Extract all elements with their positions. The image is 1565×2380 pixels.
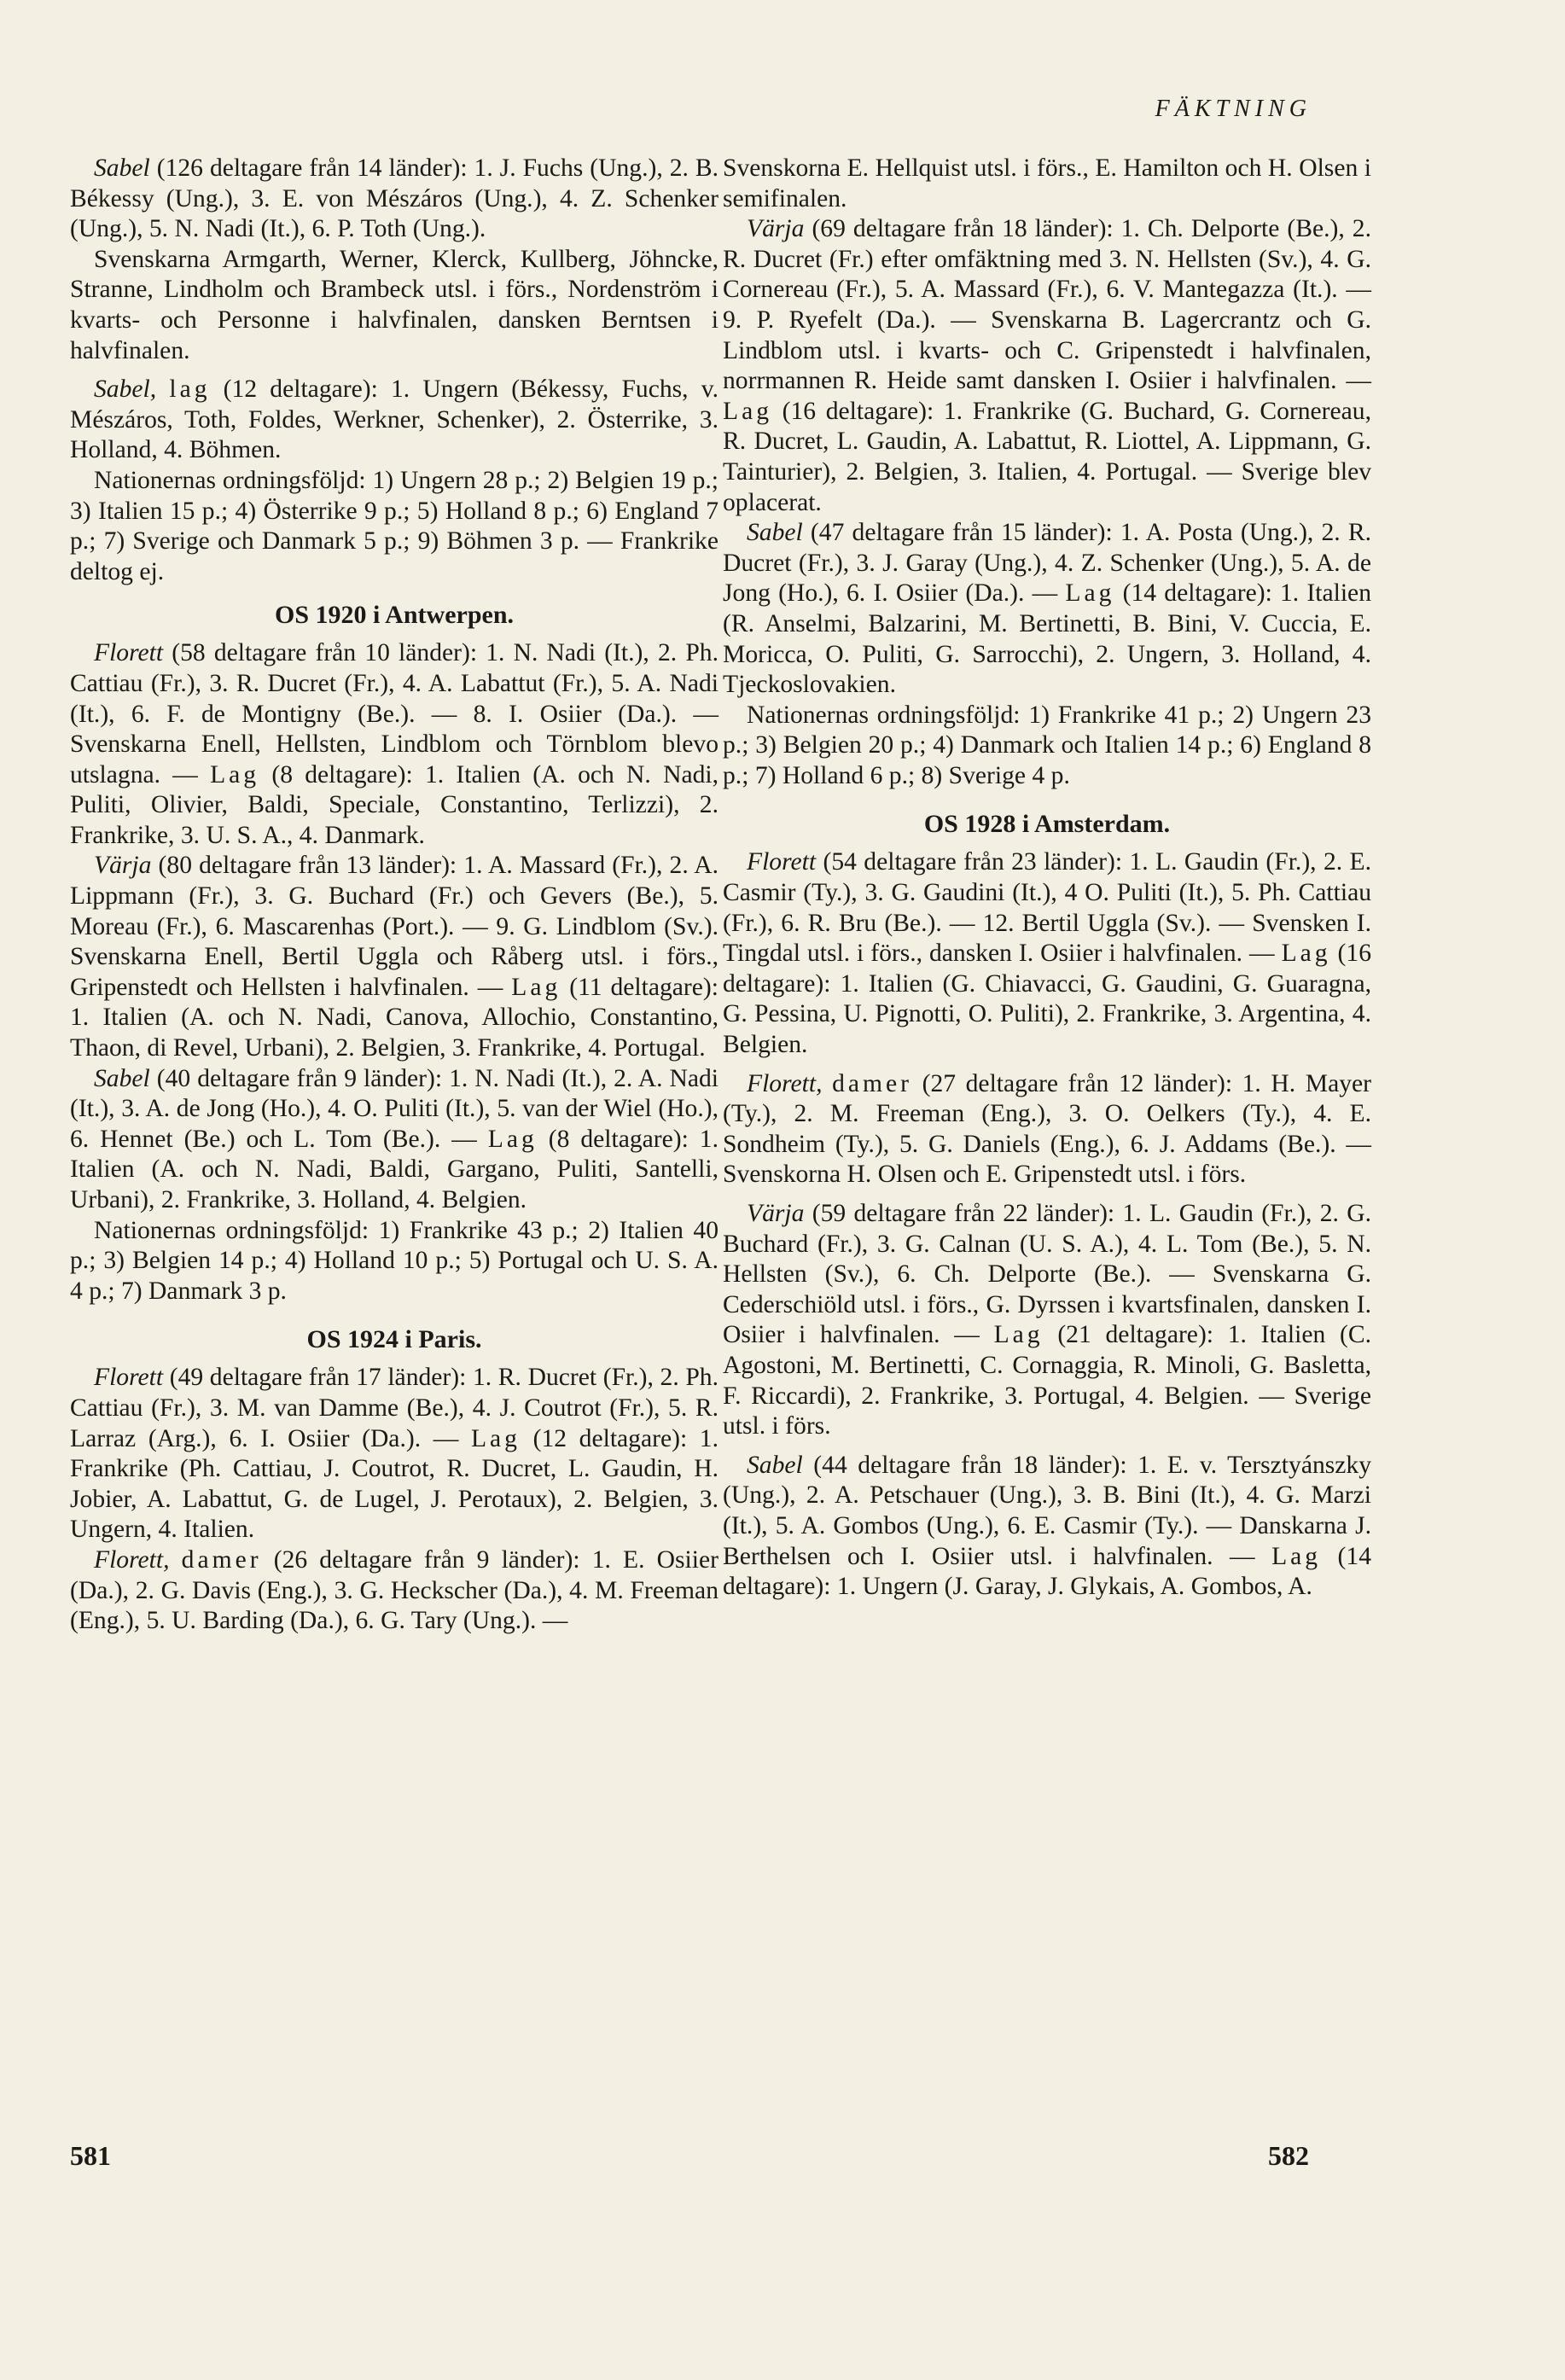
women-label: damer [832,1069,913,1097]
paragraph [70,638,719,851]
paragraph-text: (47 deltagare från 15 länder): 1. A. Posta (Ung.), 2. R. Ducret (Fr.), 3. J. Garay (Ung.), 4. Z. Schenker (Ung.), 5. A. de Jong (Ho.), 6. I. Osiier (Da.). — [723,519,1371,608]
running-head: FÄKTNING [1155,96,1312,122]
paragraph [70,851,719,1063]
page-number-right: 582 [1268,2140,1309,2171]
left-column [70,154,719,1637]
event-label: Sabel [94,154,150,182]
team-label: Lag [1065,579,1115,608]
team-label: lag [169,375,211,404]
paragraph-text: (27 deltagare från 12 länder): 1. H. Mayer (Ty.), 2. M. Freeman (Eng.), 3. O. Oelkers (Ty.), 4. E. Sondheim (Ty.), 5. G. Daniels (Eng.), 6. J. Addams (Be.). — Svenskorna H. Olsen och E. Gripenstedt utsl. i förs. [723,1069,1371,1189]
team-label: Lag [1271,1542,1322,1570]
team-label: Lag [210,760,260,788]
event-label: Florett, [94,1545,170,1574]
paragraph [723,214,1371,518]
event-label: Värja [747,215,805,243]
event-label: Florett [747,848,817,876]
paragraph [70,245,719,366]
right-column [723,154,1371,1603]
paragraph [723,518,1371,701]
paragraph-text: (16 deltagare): 1. Frankrike (G. Buchard, G. Cornereau, R. Ducret, L. Gaudin, A. Labattut, R. Liottel, A. Lippmann, G. Tainturier), 2. Belgien, 3. Italien, 4. Portugal. — Sverige blev oplacerat. [723,397,1371,516]
event-label: Florett [94,1364,164,1392]
paragraph-text: (12 deltagare): 1. Frankrike (Ph. Cattiau, J. Coutrot, R. Ducret, L. Gaudin, H. Jobier, A. Labattut, G. de Lugel, J. Perotaux), 2. Belgien, 3. Ungern, 4. Italien. [70,1424,719,1544]
event-label: Sabel, [94,375,157,404]
team-label: Lag [511,973,561,1001]
paragraph-text: (12 deltagare): 1. Ungern (Békessy, Fuchs, v. Mészáros, Toth, Foldes, Werkner, Schenker), 2. Österrike, 3. Holland, 4. Böhmen. [70,375,719,464]
paragraph-text: (8 deltagare): 1. Italien (A. och N. Nadi, Puliti, Olivier, Baldi, Speciale, Constantino, Terlizzi), 2. Frankrike, 3. U. S. A., 4. Danmark. [70,760,719,849]
paragraph [70,1064,719,1216]
paragraph-text: (54 deltagare från 23 länder): 1. L. Gaudin (Fr.), 2. E. Casmir (Ty.), 3. G. Gaudini (It.), 4 O. Puliti (It.), 5. Ph. Cattiau (Fr.), 6. R. Bru (Be.). — 12. Bertil Uggla (Sv.). — Svensken I. Tingdal utsl. i förs., dansken I. Osiier i halvfinalen. — [723,848,1371,968]
paragraph [70,1363,719,1545]
section-heading: OS 1920 i Antwerpen. [274,601,515,630]
paragraph-text: (40 deltagare från 9 länder): 1. N. Nadi (It.), 2. A. Nadi (It.), 3. A. de Jong (Ho.), 4. O. Puliti (It.), 5. van der Wiel (Ho.), 6. Hennet (Be.) och L. Tom (Be.). — [70,1064,719,1153]
paragraph-text: (16 deltagare): 1. Italien (G. Chiavacci, G. Gaudini, G. Guaragna, G. Pessina, U. Pignotti, O. Puliti), 2. Frankrike, 3. Argentina, 4. Belgien. [723,940,1371,1059]
paragraph [70,466,719,587]
paragraph-text: (44 deltagare från 18 länder): 1. E. v. Tersztyánszky (Ung.), 2. A. Petschauer (Ung.), 3. B. Bini (It.), 4. G. Marzi (It.), 5. A. Gombos (Ung.), 6. E. Casmir (Ty.). — Danskarna J. Berthelsen och I. Osiier utsl. i halvfinalen. — [723,1451,1371,1570]
event-label: Sabel [747,519,803,547]
paragraph [70,375,719,466]
event-label: Värja [94,852,152,880]
section-heading: OS 1924 i Paris. [306,1325,482,1354]
paragraph-text: (14 deltagare): 1. Italien (R. Anselmi, Balzarini, M. Bertinetti, B. Bini, V. Cuccia, E. Moricca, O. Puliti, G. Sarrocchi), 2. Ungern, 3. Holland, 4. Tjeckoslovakien. [723,579,1371,699]
team-label: Lag [487,1125,538,1153]
paragraph [723,1199,1371,1442]
event-label: Florett [94,639,164,667]
team-label: Lag [470,1424,521,1452]
paragraph [70,1216,719,1307]
paragraph [723,847,1371,1060]
team-label: Lag [993,1321,1044,1349]
paragraph-text: (21 deltagare): 1. Italien (C. Agostoni, M. Bertinetti, C. Cornaggia, R. Minoli, G. Basletta, F. Riccardi), 2. Frankrike, 3. Portugal, 4. Belgien. — Sverige utsl. i förs. [723,1321,1371,1440]
team-label: Lag [1281,940,1331,968]
section-heading: OS 1928 i Amsterdam. [923,810,1171,839]
paragraph-text: (8 deltagare): 1. Italien (A. och N. Nadi, Baldi, Gargano, Puliti, Santelli, Urbani), 2. Frankrike, 3. Holland, 4. Belgien. [70,1125,719,1213]
paragraph-text: Nationernas ordningsföljd: 1) Frankrike 43 p.; 2) Italien 40 p.; 3) Belgien 14 p.; 4) Holland 10 p.; 5) Portugal och U. S. A. 4 p.; 7) Danmark 3 p. [70,1216,719,1305]
paragraph [723,154,1371,214]
paragraph [70,1545,719,1637]
paragraph [723,1451,1371,1603]
paragraph-text: (11 deltagare): 1. Italien (A. och N. Nadi, Canova, Allochio, Constantino, Thaon, di Revel, Urbani), 2. Belgien, 3. Frankrike, 4. Portugal. [70,973,719,1062]
paragraph-text: (69 deltagare från 18 länder): 1. Ch. Delporte (Be.), 2. R. Ducret (Fr.) efter omfäktning med 3. N. Hellsten (Sv.), 4. G. Cornereau (Fr.), 5. A. Massard (Fr.), 6. V. Mantegazza (It.). — 9. P. Ryefelt (Da.). — Svenskarna B. Lagercrantz och G. Lindblom utsl. i kvarts- och C. Gripenstedt i halvfinalen, norrmannen R. Heide samt dansken I. Osiier i halvfinalen. — [723,215,1371,395]
paragraph-text: Nationernas ordningsföljd: 1) Frankrike 41 p.; 2) Ungern 23 p.; 3) Belgien 20 p.; 4) Danmark och Italien 14 p.; 6) England 8 p.; 7) Holland 6 p.; 8) Sverige 4 p. [723,701,1371,789]
women-label: damer [181,1545,262,1574]
paragraph-text: (14 deltagare): 1. Ungern (J. Garay, J. Glykais, A. Gombos, A. [723,1542,1371,1601]
paragraph [723,701,1371,792]
paragraph [70,154,719,245]
paragraph-text: Svenskorna E. Hellquist utsl. i förs., E. Hamilton och H. Olsen i semifinalen. [723,154,1371,212]
event-label: Sabel [94,1064,150,1092]
paragraph-text: (59 deltagare från 22 länder): 1. L. Gaudin (Fr.), 2. G. Buchard (Fr.), 3. G. Calnan (U. S. A.), 4. L. Tom (Be.), 5. N. Hellsten (Sv.), 6. Ch. Delporte (Be.). — Svenskarna G. Cederschiöld utsl. i förs., G. Dyrssen i kvartsfinalen, dansken I. Osiier i halvfinalen. — [723,1200,1371,1349]
page-number-left: 581 [70,2140,111,2171]
event-label: Sabel [747,1451,803,1479]
event-label: Florett, [747,1069,823,1097]
event-label: Värja [747,1200,805,1227]
paragraph [723,1069,1371,1190]
paragraph-text: (126 deltagare från 14 länder): 1. J. Fuchs (Ung.), 2. B. Békessy (Ung.), 3. E. von Mészáros (Ung.), 4. Z. Schenker (Ung.), 5. N. Nadi (It.), 6. P. Toth (Ung.). [70,154,719,243]
paragraph-text: (58 deltagare från 10 länder): 1. N. Nadi (It.), 2. Ph. Cattiau (Fr.), 3. R. Ducret (Fr.), 4. A. Labattut (Fr.), 5. A. Nadi (It.), 6. F. de Montigny (Be.). — 8. I. Osiier (Da.). — Svenskarna Enell, Hellsten, Lindblom och Törnblom blevo utslagna. — [70,639,719,788]
paragraph-text: (26 deltagare från 9 länder): 1. E. Osiier (Da.), 2. G. Davis (Eng.), 3. G. Heckscher (Da.), 4. M. Freeman (Eng.), 5. U. Barding (Da.), 6. G. Tary (Ung.). — [70,1545,719,1635]
paragraph-text: Svenskarna Armgarth, Werner, Klerck, Kullberg, Jöhncke, Stranne, Lindholm och Brambeck utsl. i förs., Nordenström i kvarts- och Personne i halvfinalen, dansken Berntsen i halvfinalen. [70,245,719,364]
paragraph-text: (49 deltagare från 17 länder): 1. R. Ducret (Fr.), 2. Ph. Cattiau (Fr.), 3. M. van Damme (Be.), 4. J. Coutrot (Fr.), 5. R. Larraz (Arg.), 6. I. Osiier (Da.). — [70,1364,719,1452]
team-label: Lag [723,397,773,425]
paragraph-text: (80 deltagare från 13 länder): 1. A. Massard (Fr.), 2. A. Lippmann (Fr.), 3. G. Buchard (Fr.) och Gevers (Be.), 5. Moreau (Fr.), 6. Mascarenhas (Port.). — 9. G. Lindblom (Sv.). Svenskarna Enell, Bertil Uggla och Råberg utsl. i förs., Gripenstedt och Hellsten i halvfinalen. — [70,852,719,1001]
paragraph-text: Nationernas ordningsföljd: 1) Ungern 28 p.; 2) Belgien 19 p.; 3) Italien 15 p.; 4) Österrike 9 p.; 5) Holland 8 p.; 6) England 7 p.; 7) Sverige och Danmark 5 p.; 9) Böhmen 3 p. — Frankrike deltog ej. [70,466,719,585]
